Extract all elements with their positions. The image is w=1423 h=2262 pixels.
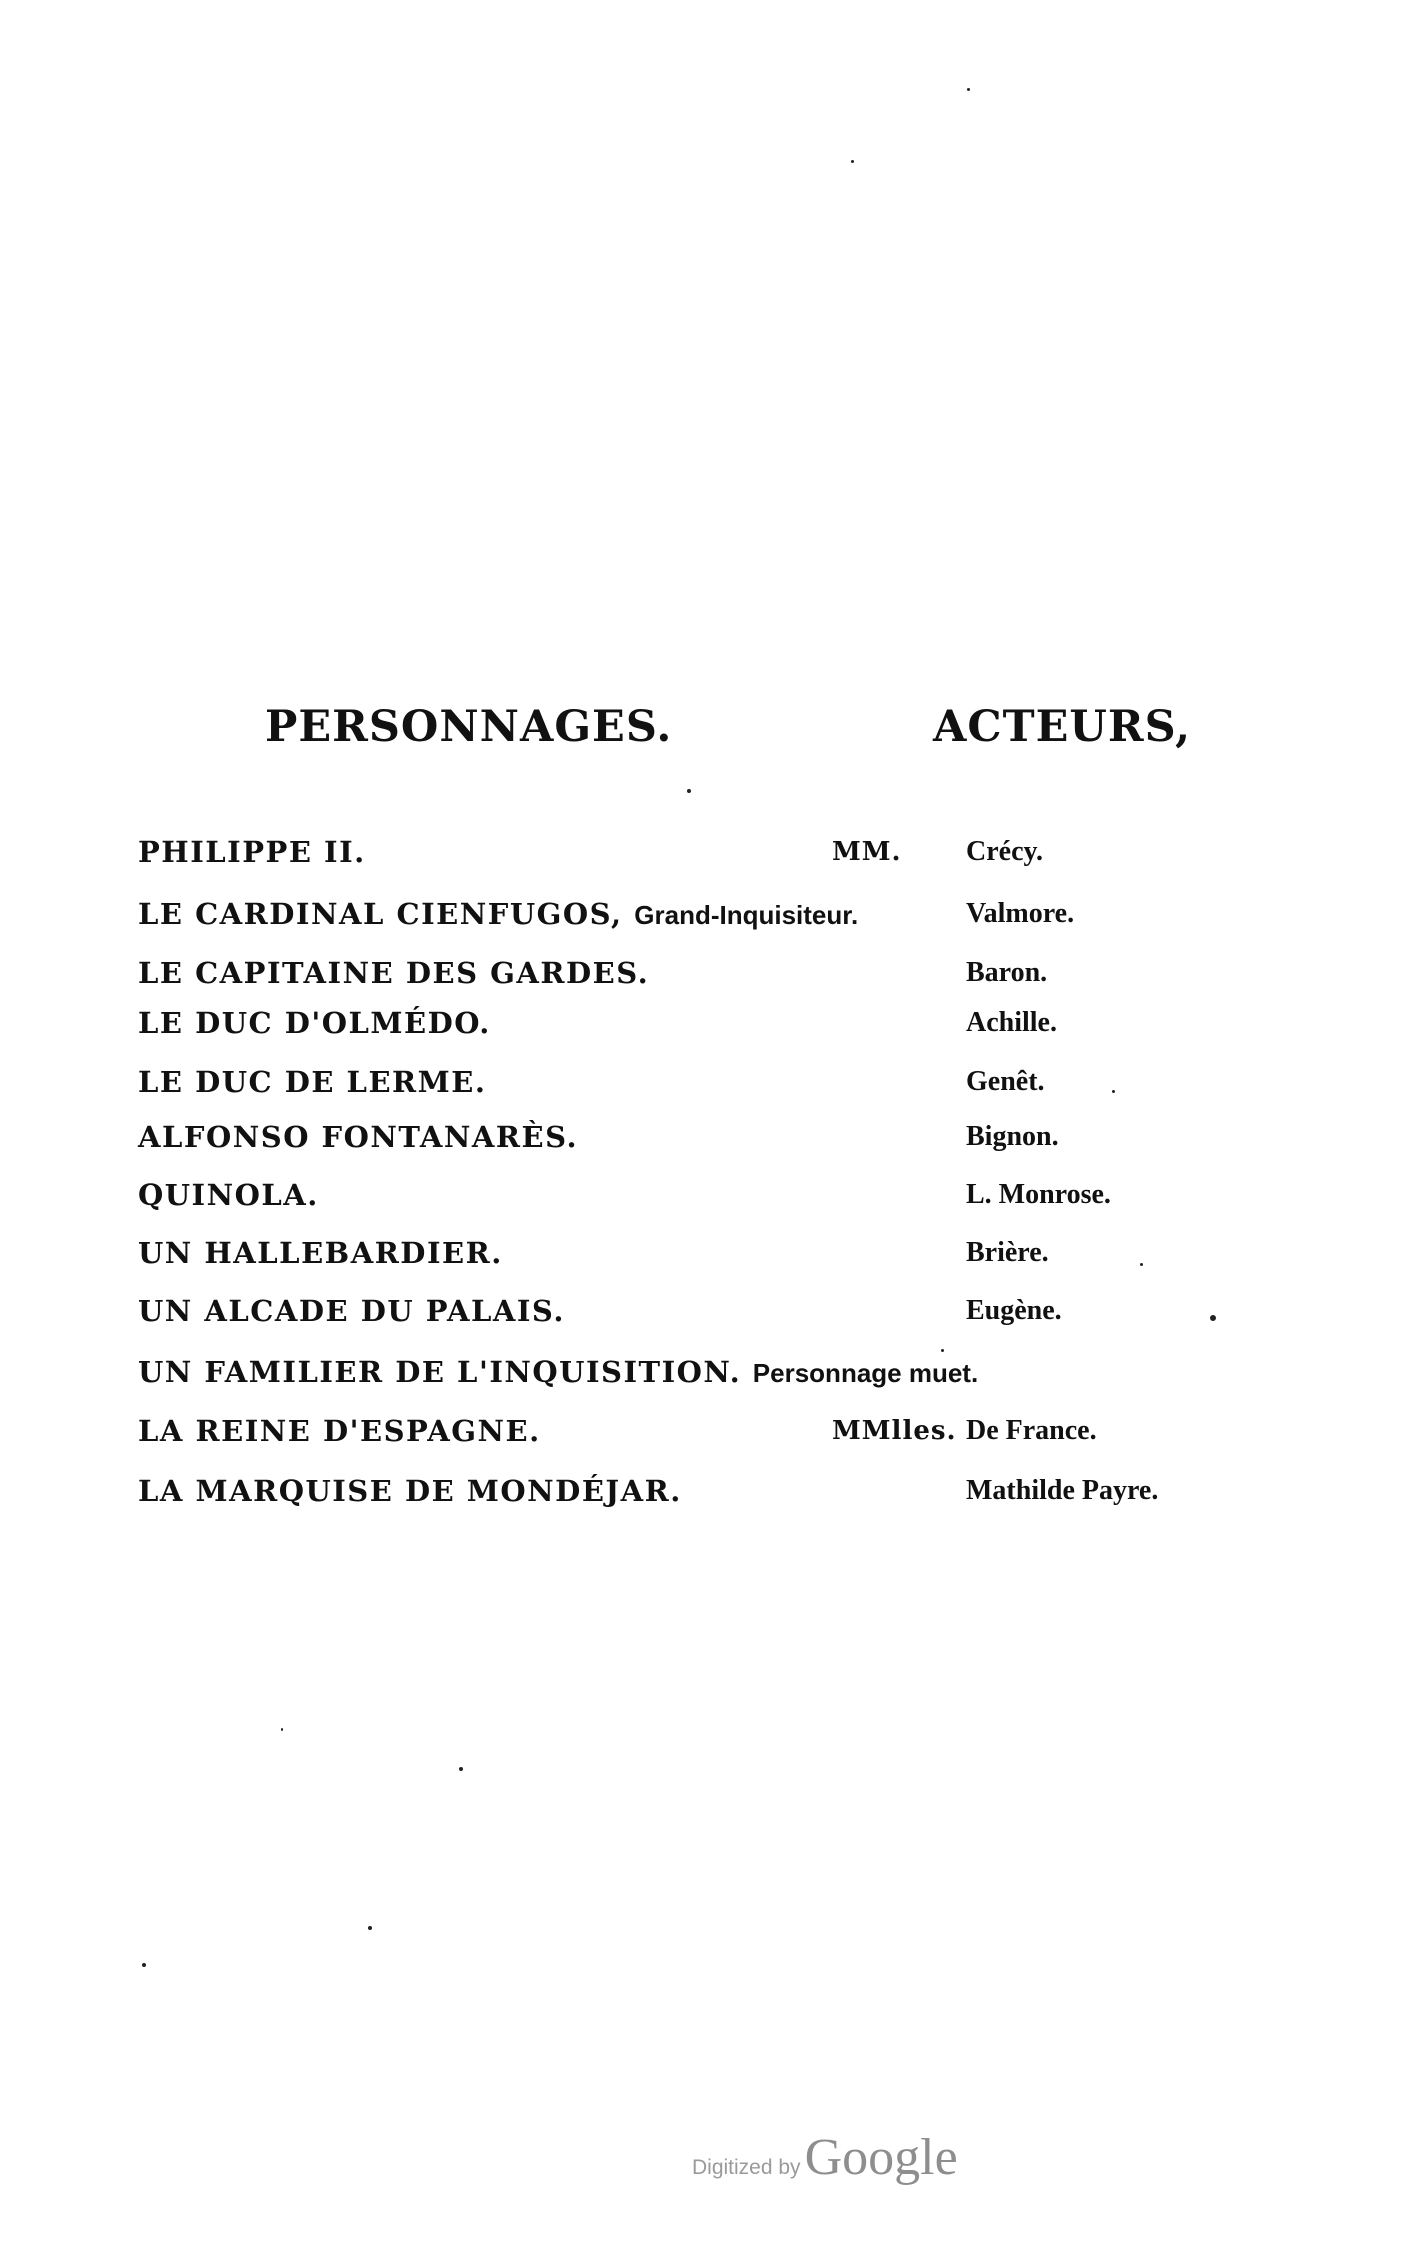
cast-row (0, 1006, 1423, 1054)
scan-speck (851, 160, 854, 163)
cast-row (0, 1474, 1423, 1522)
role-name: LE DUC DE LERME. (138, 1065, 487, 1099)
cast-row (0, 1414, 1423, 1462)
role-title: LE CARDINAL CIENFUGOS, (138, 897, 623, 931)
acteurs-heading: ACTEURS, (933, 702, 1192, 752)
cast-row (0, 1355, 1423, 1403)
role-note: Personnage muet. (752, 1358, 979, 1388)
role-name: UN ALCADE DU PALAIS. (138, 1294, 565, 1328)
role-name: LA REINE D'ESPAGNE. (138, 1414, 541, 1448)
actor-name: L. Monrose. (966, 1179, 1111, 1210)
actor-name: De France. (966, 1415, 1097, 1446)
role-name: PHILIPPE II. (138, 835, 366, 869)
scan-speck (1112, 1090, 1115, 1093)
role-name: ALFONSO FONTANARÈS. (138, 1120, 579, 1154)
scan-speck (1140, 1263, 1143, 1266)
scan-speck (142, 1963, 146, 1967)
role-name: LA MARQUISE DE MONDÉJAR. (138, 1474, 682, 1508)
actor-name: Genêt. (966, 1066, 1045, 1097)
cast-row (0, 1065, 1423, 1113)
mmlles-marker: MMlles. (832, 1416, 957, 1446)
role-name (138, 897, 858, 931)
actor-name: Bignon. (966, 1121, 1059, 1152)
role-title: UN FAMILIER DE L'INQUISITION. (138, 1355, 742, 1389)
actor-name: Valmore. (966, 898, 1075, 929)
scan-speck (368, 1926, 372, 1930)
scan-speck (281, 1728, 283, 1731)
role-name (138, 1355, 978, 1389)
cast-row (0, 835, 1423, 883)
role-name: QUINOLA. (138, 1178, 319, 1212)
actor-name: Mathilde Payre. (966, 1475, 1159, 1506)
google-logo: Google (804, 2129, 958, 2186)
role-note: Grand-Inquisiteur. (634, 900, 859, 930)
digitized-by-google (692, 2128, 958, 2187)
scan-speck (459, 1767, 463, 1771)
cast-row (0, 1120, 1423, 1168)
cast-row (0, 1178, 1423, 1226)
role-name: UN HALLEBARDIER. (138, 1236, 503, 1270)
scan-speck (687, 789, 691, 793)
scan-speck (967, 88, 970, 91)
role-name: LE CAPITAINE DES GARDES. (138, 956, 650, 990)
mm-marker: MM. (832, 837, 902, 867)
cast-row (0, 897, 1423, 945)
cast-row (0, 956, 1423, 1004)
digitized-label: Digitized by (692, 2156, 801, 2179)
cast-row (0, 1236, 1423, 1284)
actor-name: Brière. (966, 1237, 1049, 1268)
actor-name: Baron. (966, 957, 1048, 988)
scan-speck (1210, 1315, 1216, 1321)
actor-name: Achille. (966, 1007, 1057, 1038)
scan-speck (941, 1349, 944, 1352)
actor-name: Crécy. (966, 836, 1043, 867)
role-name: LE DUC D'OLMÉDO. (138, 1006, 491, 1040)
personnages-heading: PERSONNAGES. (265, 702, 673, 752)
actor-name: Eugène. (966, 1295, 1062, 1326)
